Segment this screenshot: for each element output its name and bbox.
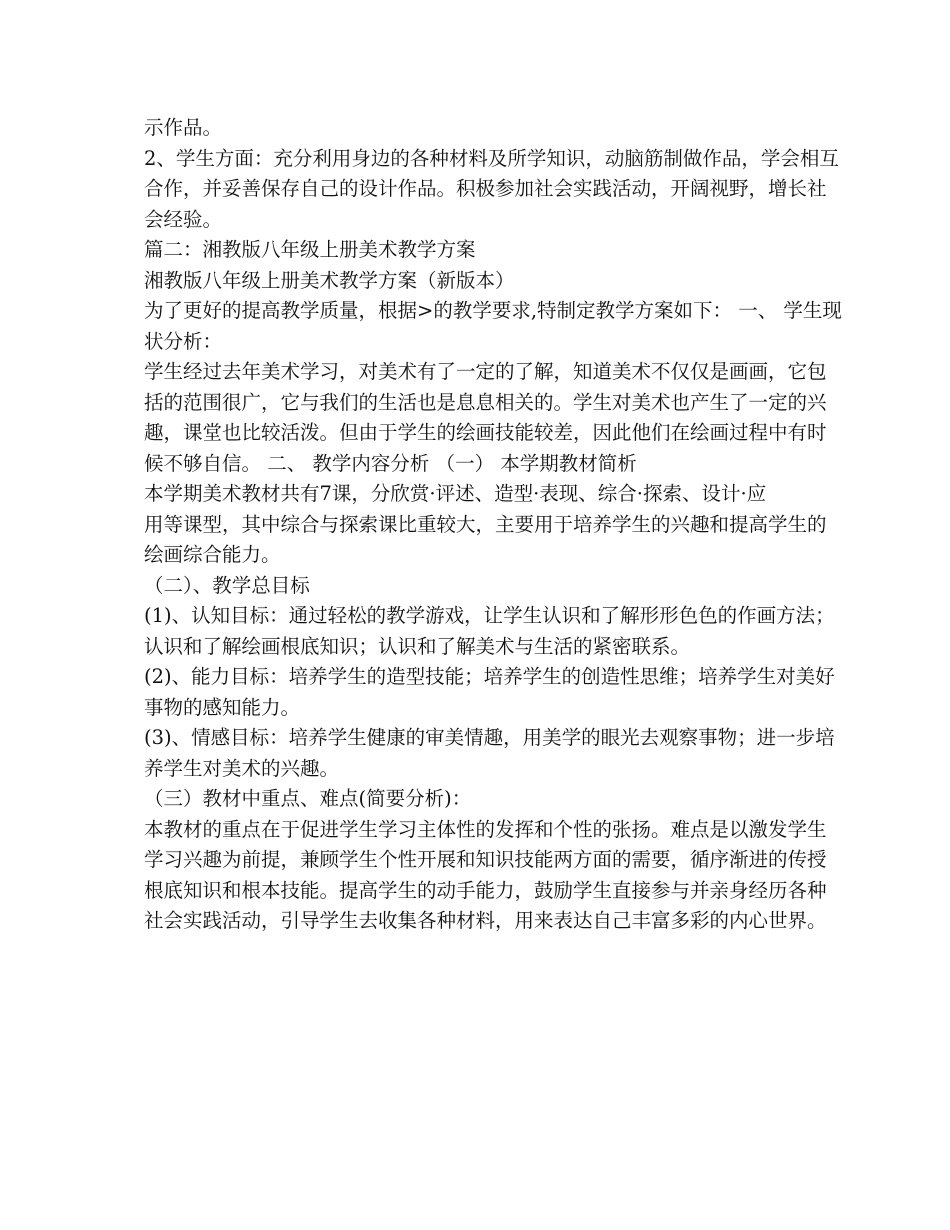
text-line: 合作，并妥善保存自己的设计作品。积极参加社会实践活动，开阔视野，增长社 xyxy=(144,177,827,200)
text-line: 社会实践活动，引导学生去收集各种材料，用来表达自己丰富多彩的内心世界。 xyxy=(144,909,827,932)
text-line: 为了更好的提高教学质量，根据>的教学要求,特制定教学方案如下： 一、 学生现 xyxy=(144,299,842,322)
text-line: 状分析： xyxy=(144,329,223,353)
section-heading: 篇二：湘教版八年级上册美术教学方案 xyxy=(144,238,476,261)
text-line: (2)、能力目标：培养学生的造型技能；培养学生的创造性思维；培养学生对美好 xyxy=(144,665,835,688)
text-line: 用等课型，其中综合与探索课比重较大，主要用于培养学生的兴趣和提高学生的 xyxy=(144,512,827,536)
text-line: 养学生对美术的兴趣。 xyxy=(144,756,340,780)
subsection-heading: （三）教材中重点、难点(简要分析)： xyxy=(144,787,472,810)
text-line: 根底知识和根本技能。提高学生的动手能力，鼓励学生直接参与并亲身经历各种 xyxy=(144,878,827,902)
text-line: (1)、认知目标：通过轻松的教学游戏，让学生认识和了解形形色色的作画方法； xyxy=(144,604,835,627)
text-line: 2、学生方面：充分利用身边的各种材料及所学知识，动脑筋制做作品，学会相互 xyxy=(144,146,839,170)
text-line: 事物的感知能力。 xyxy=(144,695,301,719)
text-line: 趣，课堂也比较活泼。但由于学生的绘画技能较差，因此他们在绘画过程中有时 xyxy=(144,421,827,444)
text-line: 学习兴趣为前提，兼顾学生个性开展和知识技能两方面的需要，循序渐进的传授 xyxy=(144,848,827,871)
text-line: 绘画综合能力。 xyxy=(144,543,281,566)
text-line: 候不够自信。 二、 教学内容分析 （一） 本学期教材简析 xyxy=(144,451,637,475)
text-line: 本教材的重点在于促进学生学习主体性的发挥和个性的张扬。难点是以激发学生 xyxy=(144,817,827,841)
text-line: 会经验。 xyxy=(144,207,223,231)
text-line: 认识和了解绘画根底知识；认识和了解美术与生活的紧密联系。 xyxy=(144,634,691,658)
text-line: 本学期美术教材共有7课，分欣赏·评述、造型·表现、综合·探索、设计·应 xyxy=(144,482,767,505)
text-line: 示作品。 xyxy=(144,116,223,139)
text-line: 括的范围很广，它与我们的生活也是息息相关的。学生对美术也产生了一定的兴 xyxy=(144,390,827,414)
document-title: 湘教版八年级上册美术教学方案（新版本） xyxy=(144,268,515,292)
text-line: 学生经过去年美术学习，对美术有了一定的了解，知道美术不仅仅是画画，它包 xyxy=(144,360,827,383)
document-page xyxy=(144,113,842,937)
subsection-heading: （二）、教学总目标 xyxy=(144,573,310,597)
text-line: (3)、情感目标：培养学生健康的审美情趣，用美学的眼光去观察事物；进一步培 xyxy=(144,726,835,749)
